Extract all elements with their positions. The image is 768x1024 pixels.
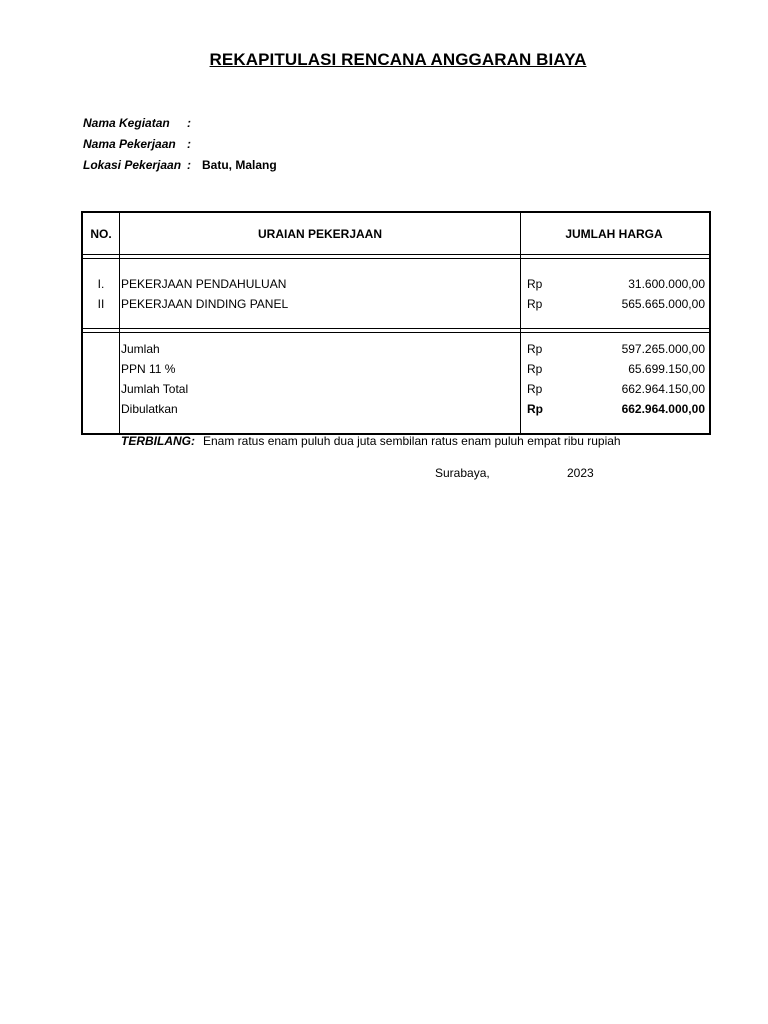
info-colon: : (187, 137, 191, 151)
info-label: Nama Pekerjaan (83, 137, 176, 151)
summary-amount: 662.964.000,00 (621, 402, 705, 416)
item-uraian: PEKERJAAN DINDING PANEL (121, 297, 289, 311)
row-divider (83, 258, 709, 259)
document-title: REKAPITULASI RENCANA ANGGARAN BIAYA (209, 50, 587, 69)
column-divider (520, 213, 521, 433)
item-no: I. (97, 277, 105, 291)
summary-amount: 65.699.150,00 (628, 362, 705, 376)
item-uraian: PEKERJAAN PENDAHULUAN (121, 277, 287, 291)
terbilang-text: Enam ratus enam puluh dua juta sembilan ratus enam puluh empat ribu rupiah (203, 434, 621, 448)
info-value: Batu, Malang (202, 158, 277, 172)
summary-amount: 662.964.150,00 (621, 382, 705, 396)
summary-currency: Rp (527, 342, 543, 356)
header-jumlah-harga: JUMLAH HARGA (565, 227, 663, 241)
item-amount: 31.600.000,00 (628, 277, 705, 291)
rab-table (81, 211, 711, 435)
item-currency: Rp (527, 277, 543, 291)
item-currency: Rp (527, 297, 543, 311)
signature-year: 2023 (567, 466, 594, 480)
header-uraian: URAIAN PEKERJAAN (257, 227, 382, 241)
terbilang-label: TERBILANG: (121, 434, 195, 448)
row-divider (83, 254, 709, 255)
info-label: Lokasi Pekerjaan (83, 158, 182, 172)
info-colon: : (187, 158, 191, 172)
summary-label: Dibulatkan (121, 402, 178, 416)
summary-amount: 597.265.000,00 (621, 342, 705, 356)
row-divider (83, 328, 709, 329)
info-label: Nama Kegiatan (83, 116, 170, 130)
item-amount: 565.665.000,00 (621, 297, 705, 311)
summary-label: PPN 11 % (121, 362, 176, 376)
summary-label: Jumlah Total (121, 382, 189, 396)
column-divider (119, 213, 120, 433)
header-no: NO. (90, 227, 112, 241)
signature-place: Surabaya, (435, 466, 490, 480)
info-colon: : (187, 116, 191, 130)
summary-label: Jumlah (121, 342, 160, 356)
summary-currency: Rp (527, 362, 543, 376)
summary-currency: Rp (527, 402, 543, 416)
summary-currency: Rp (527, 382, 543, 396)
row-divider (83, 332, 709, 333)
item-no: II (97, 297, 105, 311)
